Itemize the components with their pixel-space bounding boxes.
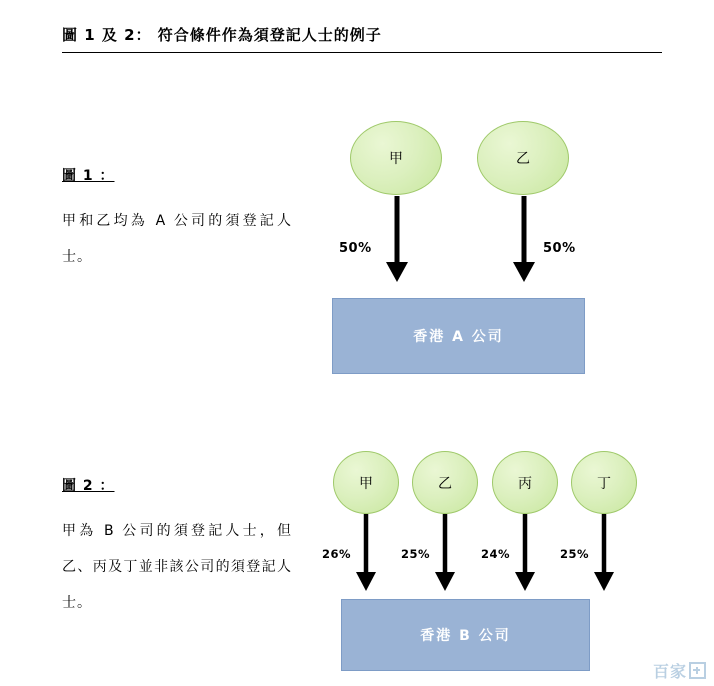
figure1-company-label: 香港 A 公司 [413,329,504,345]
figure1-node-person-1-label: 甲 [389,151,403,167]
figure1-description: 甲和乙均為 A 公司的須登記人士。 [62,213,292,265]
figure2-node-person-1 [333,451,399,514]
figure2-label: 圖 2 ： [62,478,115,494]
figure2-node-person-4-label: 丁 [597,475,611,492]
figure2-company-box [341,599,590,671]
figure2-node-person-4 [571,451,637,514]
figure2-node-person-3-label: 丙 [518,475,532,492]
figure2-percent-1: 26% [322,547,352,561]
figure2-percent-2: 25% [401,547,431,561]
figure2-node-person-2 [412,451,478,514]
figure1-percent-1: 50% [339,241,372,256]
figure2-arrow-3 [513,514,537,594]
figure2-arrow-2 [433,514,457,594]
figure2-node-person-2-label: 乙 [438,475,452,492]
watermark-plus-icon [689,662,706,679]
figure1-node-person-2-label: 乙 [516,151,530,167]
figure2-description: 甲為 B 公司的須登記人士，但乙、丙及丁並非該公司的須登記人士。 [62,523,292,611]
figure1-label: 圖 1 ： [62,168,115,184]
figure2-node-person-1-label: 甲 [359,475,373,492]
watermark-text: 百家 [652,662,687,681]
figure2-node-person-3 [492,451,558,514]
page-title: 圖 1 及 2： 符合條件作為須登記人士的例子 [62,26,382,44]
figure2-arrow-1 [354,514,378,594]
figure2-percent-4: 25% [560,547,590,561]
watermark [653,659,706,682]
figure2-company-label: 香港 B 公司 [420,628,511,644]
figure2-arrow-4 [592,514,616,594]
figure1-percent-2: 50% [543,241,576,256]
figure2-percent-3: 24% [481,547,511,561]
